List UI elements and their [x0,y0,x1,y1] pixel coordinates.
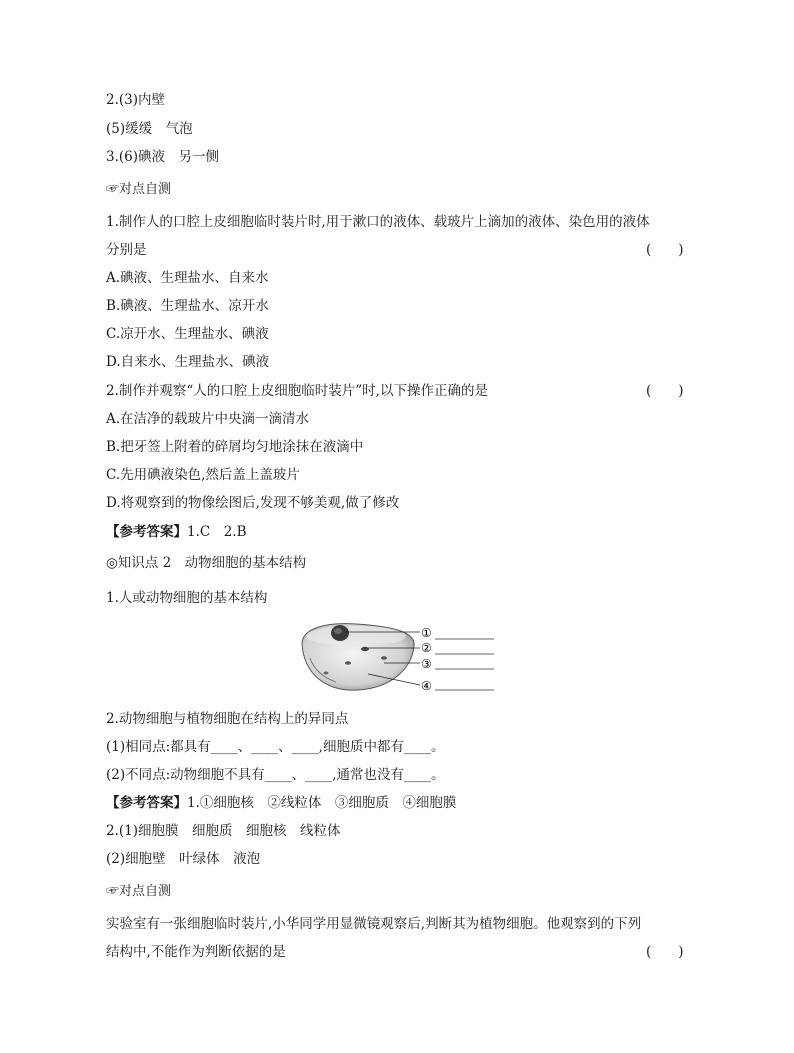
answer-paren-q3: ( ) [646,944,684,960]
answer-text-2: 1.①细胞核 ②线粒体 ③细胞质 ④细胞膜 [187,795,457,811]
differences-line: (2)不同点:动物细胞不具有____、____,通常也没有____。 [106,767,445,783]
answer-text: 1.C 2.B [187,524,247,540]
reference-answer-2 [106,793,456,813]
section-self-test-1: ☞对点自测 [106,182,172,197]
q2-option-b: B.把牙签上附着的碎屑均匀地涂抹在液滴中 [106,439,364,455]
answer-paren-q2: ( ) [646,383,684,399]
question-3-line-2: 结构中,不能作为判断依据的是 [106,944,286,960]
answer-2-line-2: 2.(1)细胞膜 细胞质 细胞核 线粒体 [106,823,341,839]
figure-label-2: ② [421,641,432,655]
similarities-line: (1)相同点:都具有____、____、____,细胞质中都有____。 [106,739,445,755]
line-2: (5)缓缓 气泡 [106,121,193,137]
q2-option-d: D.将观察到的物像绘图后,发现不够美观,做了修改 [106,495,400,511]
mitochondrion [361,647,369,651]
question-2: 2.制作并观察“人的口腔上皮细胞临时装片”时,以下操作正确的是 [106,383,488,399]
question-3-line-1: 实验室有一张细胞临时装片,小华同学用显微镜观察后,判断其为植物细胞。他观察到的下列 [106,916,642,932]
reference-answer-1 [106,522,247,542]
line-3: 3.(6)碘液 另一侧 [106,149,220,165]
q2-option-a: A.在洁净的载玻片中央滴一滴清水 [106,411,310,427]
figure-label-4: ④ [421,679,432,693]
knowledge-point-2-heading: ◎知识点 2 动物细胞的基本结构 [106,555,307,571]
question-1-line-1: 1.制作人的口腔上皮细胞临时装片时,用于漱口的液体、载玻片上滴加的液体、染色用的液体 [106,214,650,230]
figure-label-3: ③ [421,657,432,671]
answer-label-2: 【参考答案】 [106,795,187,811]
answer-label: 【参考答案】 [106,524,187,540]
option-c: C.凉开水、生理盐水、碘液 [106,326,269,342]
option-d: D.自来水、生理盐水、碘液 [106,354,270,370]
animal-cell-figure [296,618,496,694]
answer-2-line-3: (2)细胞壁 叶绿体 液泡 [106,851,261,867]
section-self-test-2: ☞对点自测 [106,884,172,899]
answer-paren-q1: ( ) [646,242,684,258]
cell-top-surface [306,626,406,646]
option-b: B.碘液、生理盐水、凉开水 [106,298,269,314]
q2-option-c: C.先用碘液染色,然后盖上盖玻片 [106,467,300,483]
option-a: A.碘液、生理盐水、自来水 [106,270,269,286]
line-1: 2.(3)内壁 [106,92,166,108]
question-1-line-2: 分别是 [106,242,147,258]
figure-label-1: ① [421,626,432,640]
subheading-similarities: 2.动物细胞与植物细胞在结构上的异同点 [106,711,349,727]
subheading-basic-structure: 1.人或动物细胞的基本结构 [106,590,268,606]
